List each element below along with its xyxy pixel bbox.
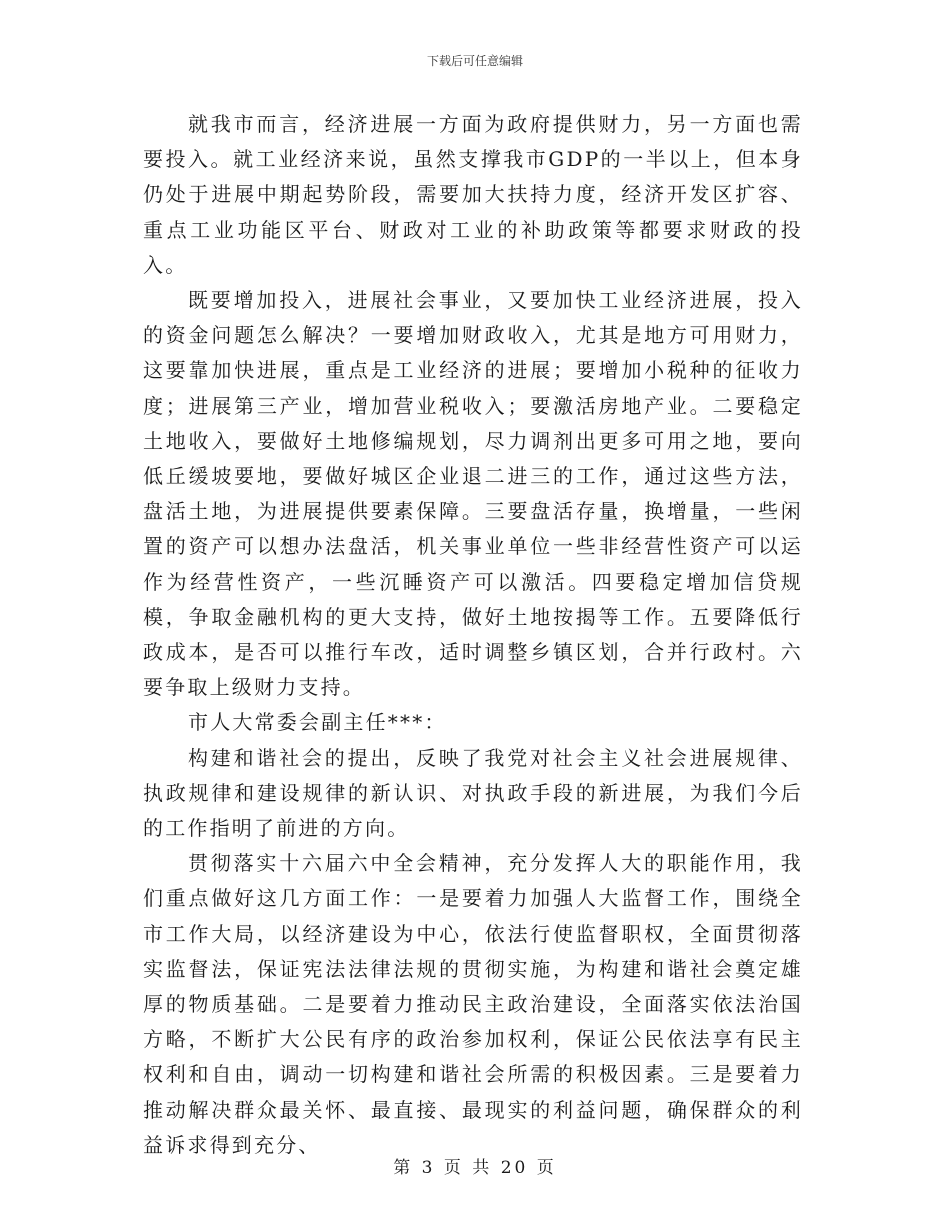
page-number: 第 3 页 共 20 页 xyxy=(393,1158,557,1178)
speaker-heading: 市人大常委会副主任***： xyxy=(188,710,447,735)
paragraph: 既要增加投入，进展社会事业，又要加快工业经济进展，投入的资金问题怎么解决？一要增加财政收入，尤其是地方可用财力，这要靠加快进展，重点是工业经济的进展；要增加小税种的征收力度；进展第三产业，增加营业税收入；要激活房地产业。二要稳定土地收入，要做好土地修编规划，尽力调剂出更多可用之地，要向低丘缓坡要地，要做好城区企业退二进三的工作，通过这些方法，盘活土地，为进展提供要素保障。三要盘活存量，换增量，一些闲置的资产可以想办法盘活，机关事业单位一些非经营性资产可以运作为经营性资产，一些沉睡资产可以激活。四要稳定增加信贷规模，争取金融机构的更大支持，做好土地按揭等工作。五要降低行政成本，是否可以推行车改，适时调整乡镇区划，合并行政村。六要争取上级财力支持。 xyxy=(143,288,803,700)
paragraph: 贯彻落实十六届六中全会精神，充分发挥人大的职能作用，我们重点做好这几方面工作：一是要着力加强人大监督工作，围绕全市工作大局，以经济建设为中心，依法行使监督职权，全面贯彻落实监督法，保证宪法法律法规的贯彻实施，为构建和谐社会奠定雄厚的物质基础。二是要着力推动民主政治建设，全面落实依法治国方略，不断扩大公民有序的政治参加权利，保证公民依法享有民主权利和自由，调动一切构建和谐社会所需的积极因素。三是要着力推动解决群众最关怀、最直接、最现实的利益问题，确保群众的利益诉求得到充分、 xyxy=(143,851,803,1157)
document-body xyxy=(143,107,803,1163)
paragraph: 就我市而言，经济进展一方面为政府提供财力，另一方面也需要投入。就工业经济来说，虽然支撑我市GDP的一半以上，但本身仍处于进展中期起势阶段，需要加大扶持力度，经济开发区扩容、重点工业功能区平台、财政对工业的补助政策等都要求财政的投入。 xyxy=(143,112,803,277)
page-header: 下载后可任意编辑 xyxy=(426,54,523,68)
paragraph: 构建和谐社会的提出，反映了我党对社会主义社会进展规律、执政规律和建设规律的新认识、对执政手段的新进展，为我们今后的工作指明了前进的方向。 xyxy=(143,745,803,841)
